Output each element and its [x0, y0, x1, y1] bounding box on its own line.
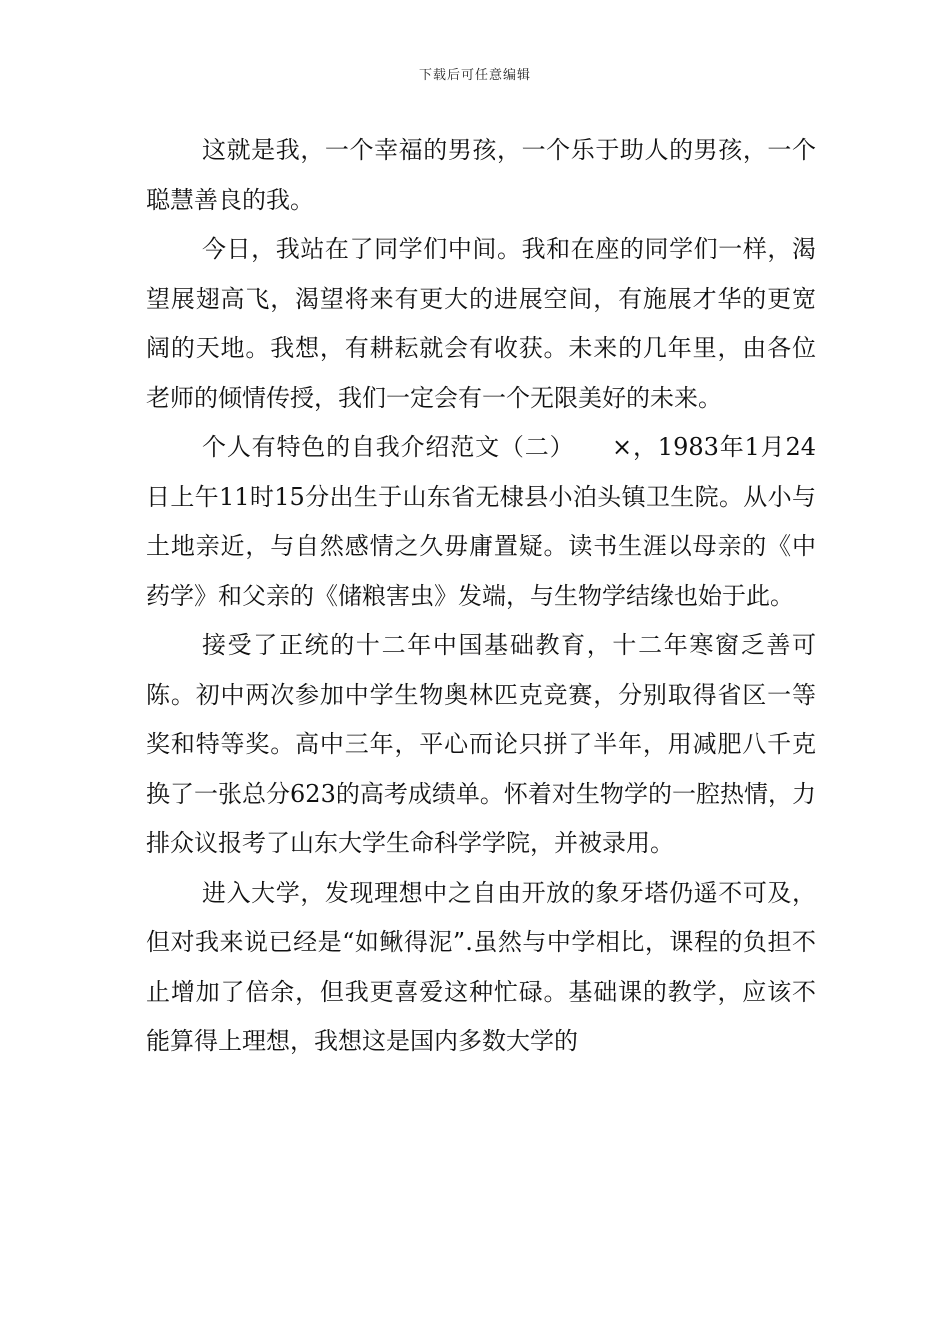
paragraph-5: 进入大学，发现理想中之自由开放的象牙塔仍遥不可及，但对我来说已经是“如鳅得泥”.虽然与中学相比，课程的负担不止增加了倍余，但我更喜爱这种忙碌。基础课的教学，应该不能算得上理想，我想这是国内多数大学的 — [146, 878, 816, 1055]
paragraph-2: 今日，我站在了同学们中间。我和在座的同学们一样，渴望展翅高飞，渴望将来有更大的进展空间，有施展才华的更宽阔的天地。我想，有耕耘就会有收获。未来的几年里，由各位老师的倾情传授，我们一定会有一个无限美好的未来。 — [146, 235, 816, 412]
paragraph-3: 个人有特色的自我介绍范文（二） ×，1983年1月24日上午11时15分出生于山东省无棣县小泊头镇卫生院。从小与土地亲近，与自然感情之久毋庸置疑。读书生涯以母亲的《中药学》和父亲的《储粮害虫》发端，与生物学结缘也始于此。 — [146, 433, 816, 610]
paragraph-4: 接受了正统的十二年中国基础教育，十二年寒窗乏善可陈。初中两次参加中学生物奥林匹克竞赛，分别取得省区一等奖和特等奖。高中三年，平心而论只拼了半年，用减肥八千克换了一张总分623的高考成绩单。怀着对生物学的一腔热情，力排众议报考了山东大学生命科学学院，并被录用。 — [146, 631, 816, 857]
document-body — [146, 126, 816, 1067]
page-header: 下载后可任意编辑 — [418, 68, 531, 83]
paragraph-1: 这就是我，一个幸福的男孩，一个乐于助人的男孩，一个聪慧善良的我。 — [146, 136, 816, 214]
